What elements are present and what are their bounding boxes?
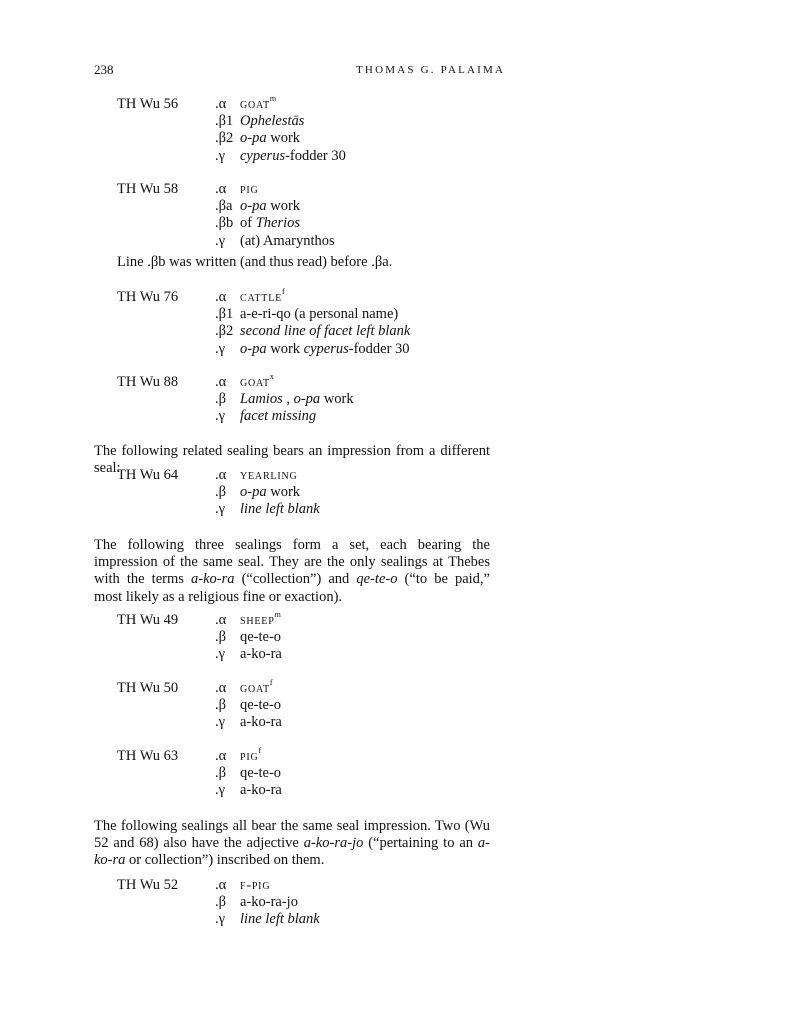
sealing-label: TH Wu 64 bbox=[117, 467, 179, 483]
facet-marker: .γ bbox=[215, 147, 226, 164]
text-run: work bbox=[266, 130, 301, 147]
paragraph-three-sealings bbox=[94, 537, 490, 606]
italic-term: o-pa bbox=[240, 484, 267, 501]
facet-marker: .α bbox=[215, 748, 227, 764]
sex-superscript: x bbox=[269, 372, 274, 381]
facet-text bbox=[240, 130, 300, 147]
sealing-label: TH Wu 58 bbox=[117, 181, 179, 197]
text-run: , bbox=[282, 391, 294, 408]
facet-text bbox=[240, 501, 320, 518]
sex-superscript: m bbox=[274, 610, 281, 619]
facet-text bbox=[240, 289, 285, 306]
facet-text bbox=[240, 215, 300, 232]
facet-text bbox=[240, 484, 300, 501]
text-run: qe-te-o bbox=[240, 629, 282, 646]
facet-marker: .α bbox=[215, 374, 227, 390]
facet-marker: .γ bbox=[215, 501, 226, 518]
text-run: (“to be paid,” most likely as a religious fine or exaction). bbox=[94, 571, 490, 605]
line-order-note: Line .βb was written (and thus read) before .βa. bbox=[117, 254, 393, 270]
sex-superscript: f bbox=[269, 678, 273, 687]
facet-text bbox=[240, 697, 281, 714]
facet-text bbox=[240, 782, 282, 799]
facet-text bbox=[240, 391, 354, 408]
text-run: a-ko-ra bbox=[240, 782, 282, 799]
ideogram-term: pig bbox=[240, 749, 259, 764]
ideogram-term: sheep bbox=[240, 613, 275, 628]
text-run: work bbox=[266, 484, 301, 501]
italic-term: cyperus bbox=[240, 147, 286, 164]
facet-marker: .α bbox=[215, 289, 227, 305]
text-run: work bbox=[266, 340, 304, 357]
italic-term: o-pa bbox=[240, 340, 267, 357]
text-run: (at) Amarynthos bbox=[240, 232, 335, 249]
facet-text bbox=[240, 181, 259, 198]
facet-text bbox=[240, 646, 282, 663]
italic-term: o-pa bbox=[240, 130, 267, 147]
facet-marker: .β1 bbox=[215, 113, 234, 130]
ideogram-term: goat bbox=[240, 375, 270, 390]
facet-text bbox=[240, 323, 410, 340]
facet-marker: .β2 bbox=[215, 323, 234, 340]
facet-text bbox=[240, 748, 261, 765]
italic-term: Therios bbox=[255, 215, 301, 232]
text-run: The following three sealings form a set, each bearing the impression of the same seal. They are the only sealings at Thebes with the terms bbox=[94, 537, 490, 588]
italic-term: o-pa bbox=[240, 198, 267, 215]
ideogram-term: goat bbox=[240, 97, 270, 112]
text-run: a-e-ri-qo (a personal name) bbox=[240, 306, 399, 323]
italic-term: a-ko-ra bbox=[94, 835, 490, 869]
text-run: or collection”) inscribed on them. bbox=[125, 852, 325, 869]
facet-text bbox=[240, 714, 282, 731]
facet-marker: .γ bbox=[215, 782, 226, 799]
text-run: -fodder 30 bbox=[285, 147, 346, 164]
facet-marker: .α bbox=[215, 467, 227, 483]
sex-superscript: f bbox=[258, 746, 262, 755]
text-run: a-ko-ra bbox=[240, 646, 282, 663]
text-run: -fodder 30 bbox=[348, 340, 410, 357]
italic-term: Ophelestās bbox=[240, 113, 305, 130]
sealing-label: TH Wu 63 bbox=[117, 748, 179, 764]
facet-text bbox=[240, 374, 274, 391]
facet-text bbox=[240, 765, 281, 782]
italic-term: second line of facet left blank bbox=[240, 323, 411, 340]
italic-term: line left blank bbox=[240, 501, 320, 518]
facet-text bbox=[240, 408, 316, 425]
facet-marker: .γ bbox=[215, 646, 226, 663]
facet-marker: .γ bbox=[215, 911, 226, 928]
ideogram-term: yearling bbox=[240, 468, 298, 483]
facet-marker: .β bbox=[215, 697, 227, 714]
facet-marker: .α bbox=[215, 680, 227, 696]
sealing-label: TH Wu 49 bbox=[117, 612, 179, 628]
italic-term: o-pa bbox=[293, 391, 321, 408]
italic-term: a-ko-ra-jo bbox=[303, 835, 364, 852]
facet-text bbox=[240, 680, 273, 697]
facet-text bbox=[240, 306, 398, 323]
sealing-label: TH Wu 88 bbox=[117, 374, 179, 390]
italic-term: Lamios bbox=[240, 391, 283, 408]
text-run: The following sealings all bear the same seal impression. Two (Wu 52 and 68) also have the adjective bbox=[94, 818, 490, 852]
facet-text bbox=[240, 96, 276, 113]
sealing-label: TH Wu 56 bbox=[117, 96, 179, 112]
italic-term: line left blank bbox=[240, 911, 320, 928]
facet-marker: .β bbox=[215, 629, 227, 646]
italic-term: qe-te-o bbox=[356, 571, 398, 588]
facet-marker: .α bbox=[215, 96, 227, 112]
facet-text bbox=[240, 612, 281, 629]
facet-marker: .γ bbox=[215, 408, 226, 425]
ideogram-term: pig bbox=[240, 182, 259, 197]
text-run: a-ko-ra bbox=[240, 714, 282, 731]
ideogram-term: cattle bbox=[240, 290, 283, 305]
facet-text bbox=[240, 341, 410, 358]
facet-marker: .β bbox=[215, 484, 227, 501]
italic-term: facet missing bbox=[240, 408, 317, 425]
sex-superscript: m bbox=[269, 94, 277, 103]
facet-text bbox=[240, 877, 270, 894]
facet-text bbox=[240, 113, 304, 130]
ideogram-term: f-pig bbox=[240, 878, 271, 893]
text-run: (“collection”) and bbox=[234, 571, 357, 588]
text-run: The following related sealing bears an impression from a different seal: bbox=[94, 443, 490, 477]
text-run: work bbox=[266, 198, 301, 215]
text-run: qe-te-o bbox=[240, 697, 282, 714]
italic-term: cyperus bbox=[303, 340, 349, 357]
facet-marker: .βb bbox=[215, 215, 234, 232]
facet-marker: .α bbox=[215, 612, 227, 628]
sealing-label: TH Wu 76 bbox=[117, 289, 179, 305]
sex-superscript: f bbox=[282, 287, 285, 296]
facet-marker: .β1 bbox=[215, 306, 234, 323]
facet-marker: .β bbox=[215, 765, 227, 782]
facet-text bbox=[240, 467, 298, 484]
text-run: a-ko-ra-jo bbox=[240, 894, 298, 911]
sealing-label: TH Wu 52 bbox=[117, 877, 179, 893]
text-run: (“pertaining to an bbox=[363, 835, 478, 852]
facet-marker: .β2 bbox=[215, 130, 234, 147]
text-run: of bbox=[240, 215, 256, 232]
paragraph-same-seal bbox=[94, 818, 490, 870]
facet-marker: .βa bbox=[215, 198, 233, 215]
italic-term: a-ko-ra bbox=[190, 571, 235, 588]
facet-text bbox=[240, 894, 298, 911]
facet-marker: .α bbox=[215, 877, 227, 893]
text-run: work bbox=[320, 391, 354, 408]
facet-text bbox=[240, 233, 335, 250]
facet-marker: .γ bbox=[215, 232, 226, 249]
facet-marker: .α bbox=[215, 181, 227, 197]
facet-marker: .β bbox=[215, 391, 227, 408]
page-number: 238 bbox=[94, 62, 114, 77]
facet-text bbox=[240, 148, 346, 165]
facet-marker: .γ bbox=[215, 340, 226, 357]
text-run: qe-te-o bbox=[240, 765, 282, 782]
facet-marker: .γ bbox=[215, 714, 226, 731]
sealing-label: TH Wu 50 bbox=[117, 680, 179, 696]
facet-text bbox=[240, 629, 281, 646]
running-header-author: THOMAS G. PALAIMA bbox=[356, 64, 506, 76]
facet-marker: .β bbox=[215, 894, 227, 911]
facet-text bbox=[240, 911, 320, 928]
facet-text bbox=[240, 198, 300, 215]
ideogram-term: goat bbox=[240, 681, 270, 696]
